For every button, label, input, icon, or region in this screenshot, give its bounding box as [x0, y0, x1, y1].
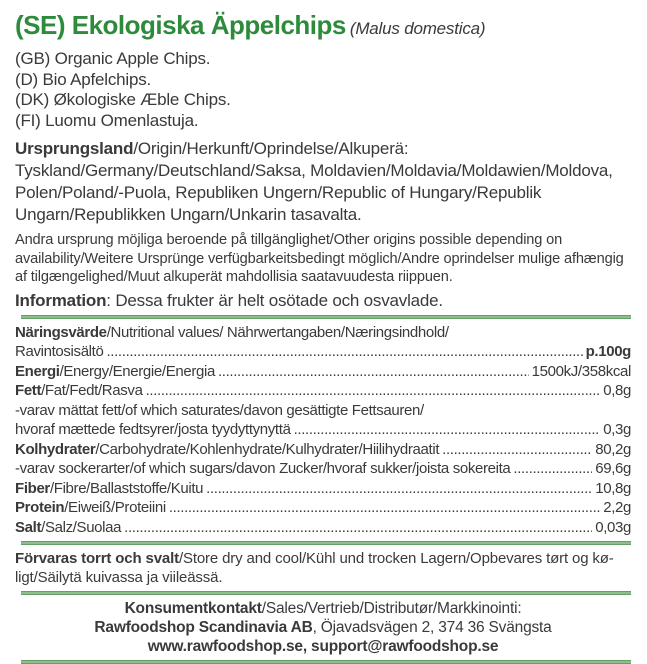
origin-paragraph — [15, 138, 631, 226]
nutrition-row-energy — [15, 362, 631, 382]
dot-leader — [294, 420, 601, 440]
dot-leader — [124, 518, 592, 538]
contact-address — [15, 618, 631, 637]
nutrient-name: /Fat/Fedt/Rasva — [41, 382, 143, 399]
product-name-fi: (FI) Luomu Omenlastuja. — [15, 110, 199, 130]
green-divider-contact-top — [21, 591, 631, 595]
nutrient-value: 69,6g — [595, 460, 631, 477]
contact-block — [15, 599, 631, 656]
nutrient-name: /Carbohydrate/Kohlenhydrate/Kulhydrater/Hiilihydraatit — [95, 440, 440, 458]
other-origins-paragraph: Andra ursprung möjliga beroende på tillgänglighet/Other origins possible depending on availability/Weitere Ursprünge verfügbarkeitsbedingt möglich/Andre oprindelser mulige afhængig af tilgængelighed/Muut alkuperät mahdollisia saatavuudesta riippuen. — [15, 232, 624, 285]
dot-leader — [513, 459, 592, 479]
nutrient-name: /Fibre/Ballaststoffe/Kuitu — [49, 479, 204, 497]
contact-web: www.rawfoodshop.se, support@rawfoodshop.se — [147, 638, 499, 655]
green-divider-top — [21, 315, 631, 319]
nutrient-value: 1500kJ/358kcal — [531, 362, 631, 380]
nutrition-row-protein — [15, 498, 631, 518]
nutrient-name-line2: Ravintosisältö — [15, 343, 104, 360]
origin-lead: Ursprungsland — [15, 139, 134, 158]
information-line — [15, 290, 631, 311]
dot-leader — [146, 381, 601, 401]
storage-lead: Förvaras torrt och svalt — [15, 550, 179, 567]
nutrient-name-bold: Energi — [15, 362, 60, 380]
origin-text: /Origin/Herkunft/Oprindelse/Alkuperä: Tyskland/Germany/Deutschland/Saksa, Moldavien/Moldavia/Moldawien/Moldova, Polen/Poland/-Puola, Republiken Ungern/Republic of Hungary/Republik Ungarn/Republikken Ungarn/Unkarin tasavalta. — [15, 139, 613, 224]
nutrition-row-sugars — [15, 459, 631, 479]
nutrition-row-fiber — [15, 479, 631, 499]
nutrient-name-bold: Kolhydrater — [15, 440, 96, 458]
contact-company: Rawfoodshop Scandinavia AB — [94, 619, 313, 636]
nutrient-name: /Energy/Energie/Energia — [59, 362, 215, 380]
storage-paragraph — [15, 549, 631, 587]
contact-heading — [15, 599, 631, 618]
nutrition-table — [15, 323, 631, 538]
product-name-dk: (DK) Økologiske Æble Chips. — [15, 90, 231, 109]
nutrition-row-salt — [15, 518, 631, 538]
contact-heading-lead: Konsumentkontakt — [124, 600, 262, 617]
information-text: : Dessa frukter är helt osötade och osvavlade. — [106, 290, 443, 310]
dot-leader — [218, 362, 529, 382]
storage-text: /Store dry and cool/Kühl und trocken Lagern/Opbevares tørt og kø-ligt/Säilytä kuivassa ja viileässä. — [15, 550, 614, 586]
nutrient-name: /Eiweiß/Proteiini — [64, 499, 166, 516]
product-name-gb: (GB) Organic Apple Chips. — [15, 49, 211, 68]
product-title — [15, 8, 631, 44]
nutrient-name: -varav mättat fett/of which saturates/davon gesättigte Fettsauren/ — [15, 401, 424, 419]
contact-heading-rest: /Sales/Vertrieb/Distributør/Markkinointi: — [261, 600, 522, 617]
nutrient-name: /Salz/Suolaa — [41, 518, 122, 536]
nutrient-name-bold: Salt — [15, 518, 42, 536]
dot-leader — [206, 479, 592, 499]
information-lead: Information — [15, 290, 107, 310]
dot-leader — [106, 342, 582, 362]
nutrient-name-bold: Protein — [15, 499, 65, 516]
nutrient-name-bold: Fett — [15, 382, 42, 399]
nutrient-name-bold: Fiber — [15, 479, 50, 497]
nutrient-value: 0,03g — [595, 518, 631, 536]
nutrient-name: /Nutritional values/ Nährwertangaben/Næringsindhold/ — [106, 323, 449, 341]
product-name-de: (D) Bio Apfelchips. — [15, 69, 152, 89]
dot-leader — [169, 498, 600, 518]
nutrient-name-bold: Näringsvärde — [15, 323, 107, 341]
contact-address-rest: , Öjavadsvägen 2, 374 36 Svängsta — [312, 619, 552, 636]
nutrient-value: 80,2g — [595, 440, 631, 458]
green-divider-bottom — [21, 660, 631, 664]
nutrient-value: p.100g — [585, 343, 631, 360]
product-name-list — [15, 49, 631, 131]
species-name: (Malus domestica) — [349, 19, 486, 38]
product-title-se: (SE) Ekologiska Äppelchips — [15, 10, 346, 40]
nutrient-value: 0,8g — [603, 382, 631, 399]
green-divider-middle — [21, 541, 631, 545]
nutrient-name: -varav sockerarter/of which sugars/davon Zucker/hvoraf sukker/joista sokereita — [15, 460, 511, 477]
nutrient-value: 10,8g — [595, 479, 631, 497]
nutrient-name-line2: hvoraf mættede fedtsyrer/josta tyydyttynyttä — [15, 421, 291, 438]
nutrient-value: 0,3g — [603, 421, 631, 438]
nutrition-row-header — [15, 323, 631, 362]
nutrition-row-saturates — [15, 401, 631, 440]
nutrient-value: 2,2g — [603, 499, 631, 516]
nutrition-row-fat — [15, 381, 631, 401]
nutrition-row-carbohydrate — [15, 440, 631, 460]
dot-leader — [442, 440, 592, 460]
